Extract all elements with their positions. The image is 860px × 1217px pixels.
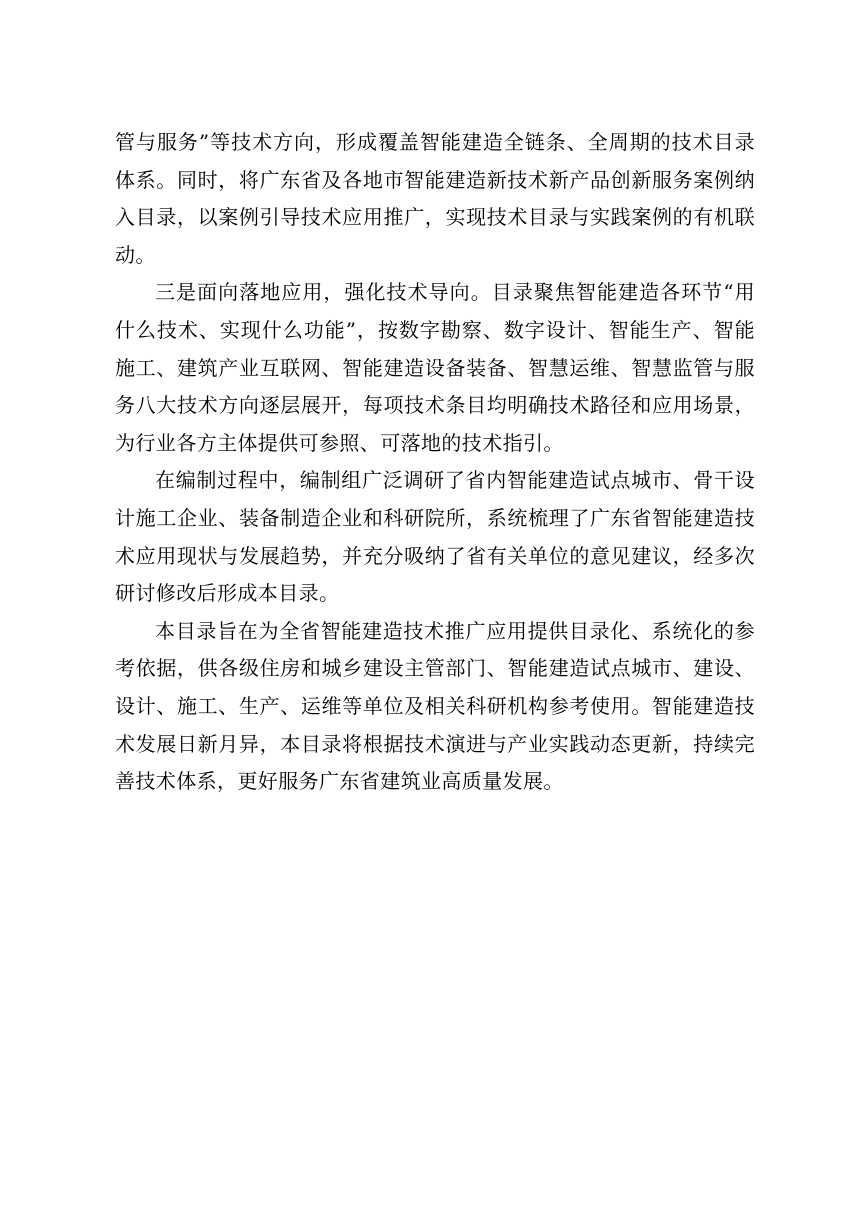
paragraph-2: 三是面向落地应用，强化技术导向。目录聚焦智能建造各环节“用什么技术、实现什么功能”，按数字勘察、数字设计、智能生产、智能施工、建筑产业互联网、智能建造设备装备、智慧运维、智慧监管与服务八大技术方向逐层展开，每项技术条目均明确技术路径和应用场景，为行业各方主体提供可参照、可落地的技术指引。 (115, 280, 755, 455)
paragraph-1: 管与服务”等技术方向，形成覆盖智能建造全链条、全周期的技术目录体系。同时，将广东省及各地市智能建造新技术新产品创新服务案例纳入目录，以案例引导技术应用推广，实现技术目录与实践案例的有机联动。 (115, 130, 755, 267)
document-body (115, 124, 755, 801)
paragraph-3: 在编制过程中，编制组广泛调研了省内智能建造试点城市、骨干设计施工企业、装备制造企业和科研院所，系统梳理了广东省智能建造技术应用现状与发展趋势，并充分吸纳了省有关单位的意见建议，经多次研讨修改后形成本目录。 (115, 468, 755, 606)
paragraph-4: 本目录旨在为全省智能建造技术推广应用提供目录化、系统化的参考依据，供各级住房和城乡建设主管部门、智能建造试点城市、建设、设计、施工、生产、运维等单位及相关科研机构参考使用。智能建造技术发展日新月异，本目录将根据技术演进与产业实践动态更新，持续完善技术体系，更好服务广东省建筑业高质量发展。 (115, 618, 755, 794)
